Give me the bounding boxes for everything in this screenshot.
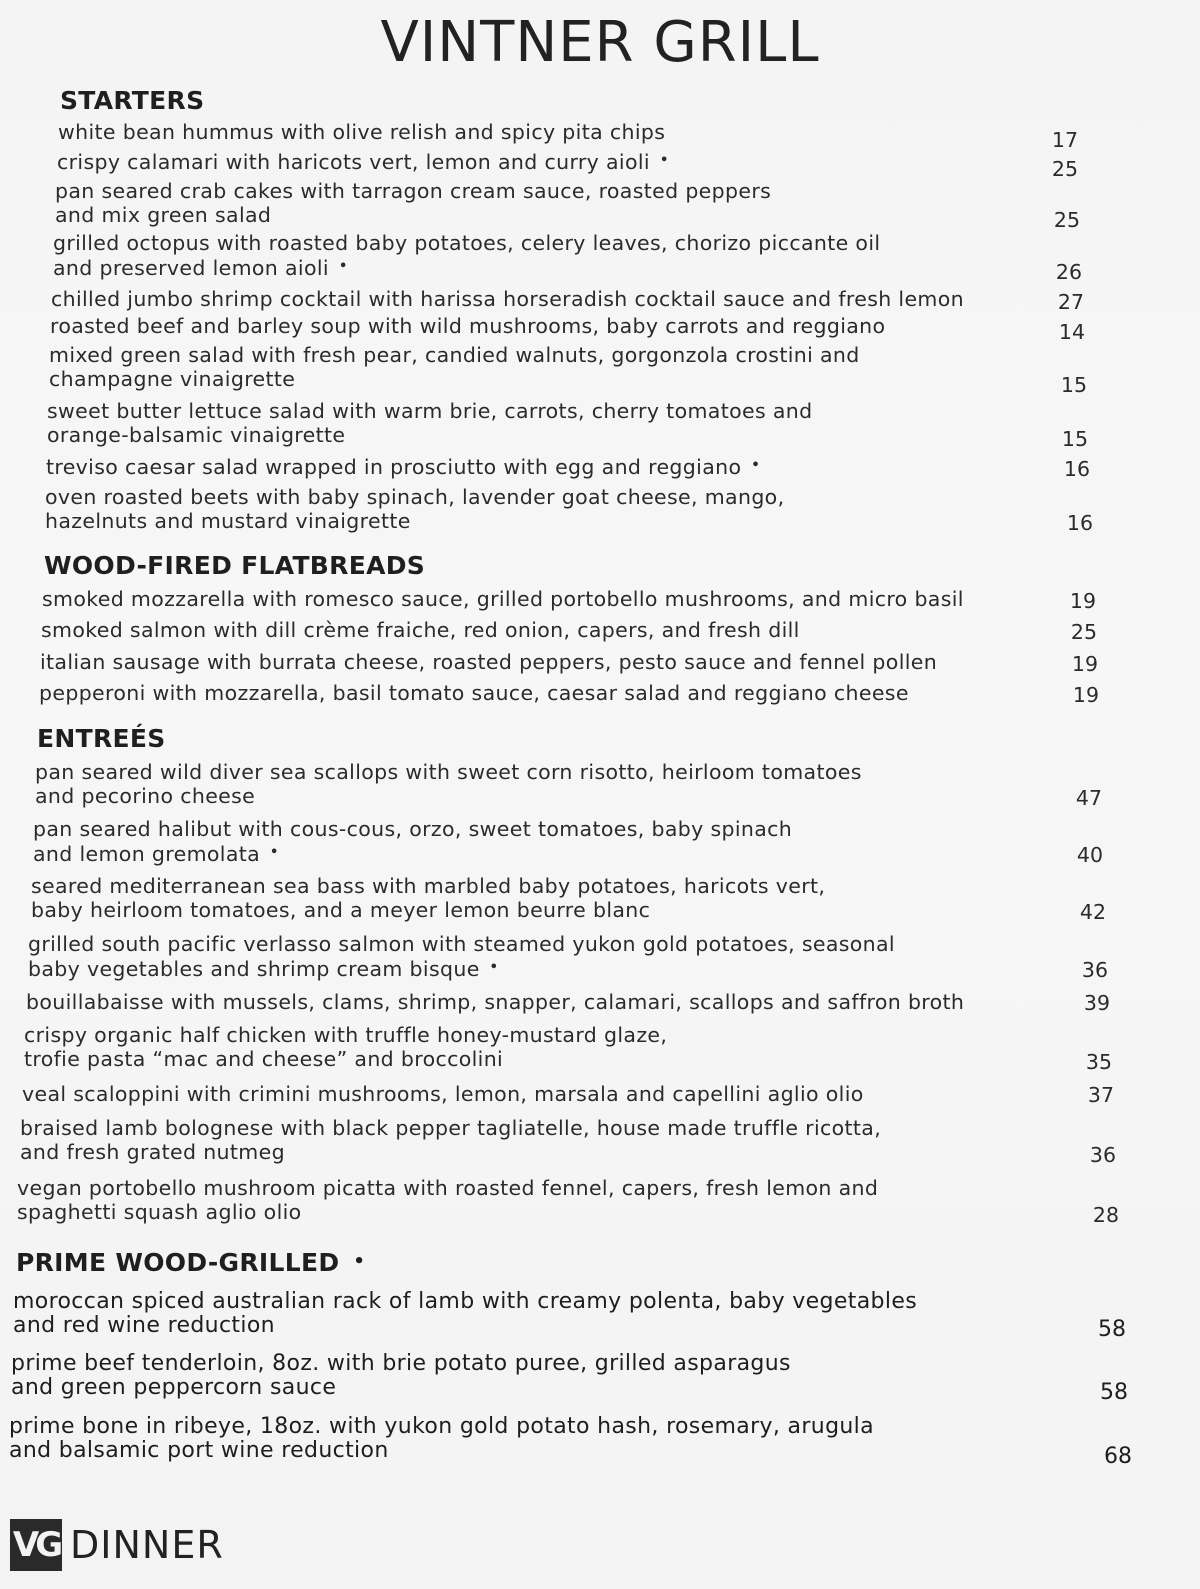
note-marker: • bbox=[489, 960, 499, 975]
section-flatbreads-heading bbox=[44, 551, 425, 580]
item-description: italian sausage with burrata cheese, roasted peppers, pesto sauce and fennel pollen bbox=[40, 650, 938, 674]
section-entrees-heading bbox=[37, 724, 166, 753]
item-price: 36 bbox=[1089, 1143, 1116, 1167]
item-price: 14 bbox=[1058, 320, 1085, 344]
item-price: 19 bbox=[1069, 589, 1096, 613]
item-description: prime beef tenderloin, 8oz. with brie potato puree, grilled asparagus and green peppercorn sauce bbox=[11, 1351, 791, 1400]
item-description: treviso caesar salad wrapped in prosciutto with egg and reggiano • bbox=[46, 455, 761, 479]
section-starters-label: STARTERS bbox=[60, 86, 205, 115]
item-price: 36 bbox=[1081, 958, 1108, 982]
section-entrees-label: ENTREÉS bbox=[37, 724, 166, 753]
item-price: 19 bbox=[1071, 652, 1098, 676]
item-price: 16 bbox=[1063, 457, 1090, 481]
item-description: bouillabaisse with mussels, clams, shrimp, snapper, calamari, scallops and saffron broth bbox=[26, 990, 965, 1014]
menu-footer bbox=[10, 1519, 224, 1571]
item-description: oven roasted beets with baby spinach, lavender goat cheese, mango, hazelnuts and mustard vinaigrette bbox=[45, 485, 785, 533]
note-marker: • bbox=[353, 1251, 366, 1272]
section-starters-heading bbox=[60, 86, 204, 115]
note-marker: • bbox=[751, 458, 761, 473]
restaurant-title: VINTNER GRILL bbox=[380, 10, 820, 75]
item-price: 39 bbox=[1083, 991, 1110, 1015]
item-description: vegan portobello mushroom picatta with roasted fennel, capers, fresh lemon and spaghetti squash aglio olio bbox=[17, 1176, 879, 1224]
item-description: crispy calamari with haricots vert, lemon and curry aioli • bbox=[57, 150, 669, 174]
note-marker: • bbox=[338, 259, 348, 274]
item-price: 42 bbox=[1079, 900, 1106, 924]
item-description: chilled jumbo shrimp cocktail with harissa horseradish cocktail sauce and fresh lemon bbox=[51, 287, 964, 311]
item-price: 68 bbox=[1104, 1444, 1132, 1469]
item-price: 28 bbox=[1092, 1203, 1119, 1227]
item-price: 58 bbox=[1098, 1317, 1126, 1342]
item-price: 35 bbox=[1085, 1050, 1112, 1074]
item-description: pepperoni with mozzarella, basil tomato sauce, caesar salad and reggiano cheese bbox=[39, 681, 909, 705]
item-description: pan seared crab cakes with tarragon cream sauce, roasted peppers and mix green salad bbox=[55, 179, 772, 227]
item-price: 27 bbox=[1057, 290, 1084, 314]
item-price: 25 bbox=[1053, 208, 1080, 232]
note-marker: • bbox=[659, 153, 669, 168]
item-description: veal scaloppini with crimini mushrooms, lemon, marsala and capellini aglio olio bbox=[22, 1082, 864, 1106]
item-price: 15 bbox=[1061, 427, 1088, 451]
section-prime-heading bbox=[16, 1248, 365, 1277]
item-price: 47 bbox=[1075, 786, 1102, 810]
item-description: mixed green salad with fresh pear, candied walnuts, gorgonzola crostini and champagne vinaigrette bbox=[49, 343, 860, 391]
item-description: smoked salmon with dill crème fraiche, red onion, capers, and fresh dill bbox=[41, 618, 800, 642]
item-description: white bean hummus with olive relish and spicy pita chips bbox=[58, 120, 666, 144]
item-price: 58 bbox=[1100, 1380, 1128, 1405]
item-description: seared mediterranean sea bass with marbled baby potatoes, haricots vert, baby heirloom tomatoes, and a meyer lemon beurre blanc bbox=[31, 874, 826, 922]
footer-label: DINNER bbox=[70, 1523, 224, 1567]
item-price: 37 bbox=[1087, 1083, 1114, 1107]
item-description: pan seared wild diver sea scallops with sweet corn risotto, heirloom tomatoes and pecorino cheese bbox=[35, 760, 862, 808]
item-description: moroccan spiced australian rack of lamb with creamy polenta, baby vegetables and red wine reduction bbox=[13, 1289, 918, 1338]
item-description: sweet butter lettuce salad with warm brie, carrots, cherry tomatoes and orange-balsamic vinaigrette bbox=[47, 399, 813, 447]
item-price: 25 bbox=[1051, 157, 1078, 181]
item-description: prime bone in ribeye, 18oz. with yukon gold potato hash, rosemary, arugula and balsamic port wine reduction bbox=[9, 1414, 874, 1463]
item-price: 17 bbox=[1051, 128, 1078, 152]
item-description: roasted beef and barley soup with wild mushrooms, baby carrots and reggiano bbox=[50, 314, 886, 338]
item-description: crispy organic half chicken with truffle honey-mustard glaze, trofie pasta “mac and cheese” and broccolini bbox=[24, 1023, 668, 1071]
item-description: smoked mozzarella with romesco sauce, grilled portobello mushrooms, and micro basil bbox=[42, 587, 964, 611]
item-price: 40 bbox=[1076, 843, 1103, 867]
item-price: 16 bbox=[1066, 511, 1093, 535]
section-flatbreads-label: WOOD-FIRED FLATBREADS bbox=[44, 551, 426, 580]
vg-logo: VG bbox=[10, 1519, 62, 1571]
item-price: 25 bbox=[1070, 620, 1097, 644]
note-marker: • bbox=[270, 845, 279, 860]
section-prime-label: PRIME WOOD-GRILLED bbox=[16, 1248, 340, 1277]
item-price: 19 bbox=[1072, 683, 1099, 707]
item-price: 26 bbox=[1055, 260, 1082, 284]
item-description: grilled south pacific verlasso salmon with steamed yukon gold potatoes, seasonal baby vegetables and shrimp cream bisque • bbox=[28, 932, 895, 981]
item-description: braised lamb bolognese with black pepper tagliatelle, house made truffle ricotta, and fresh grated nutmeg bbox=[20, 1116, 882, 1164]
item-description: grilled octopus with roasted baby potatoes, celery leaves, chorizo piccante oil and preserved lemon aioli • bbox=[53, 231, 881, 280]
item-description: pan seared halibut with cous-cous, orzo, sweet tomatoes, baby spinach and lemon gremolata • bbox=[33, 817, 793, 866]
item-price: 15 bbox=[1060, 373, 1087, 397]
